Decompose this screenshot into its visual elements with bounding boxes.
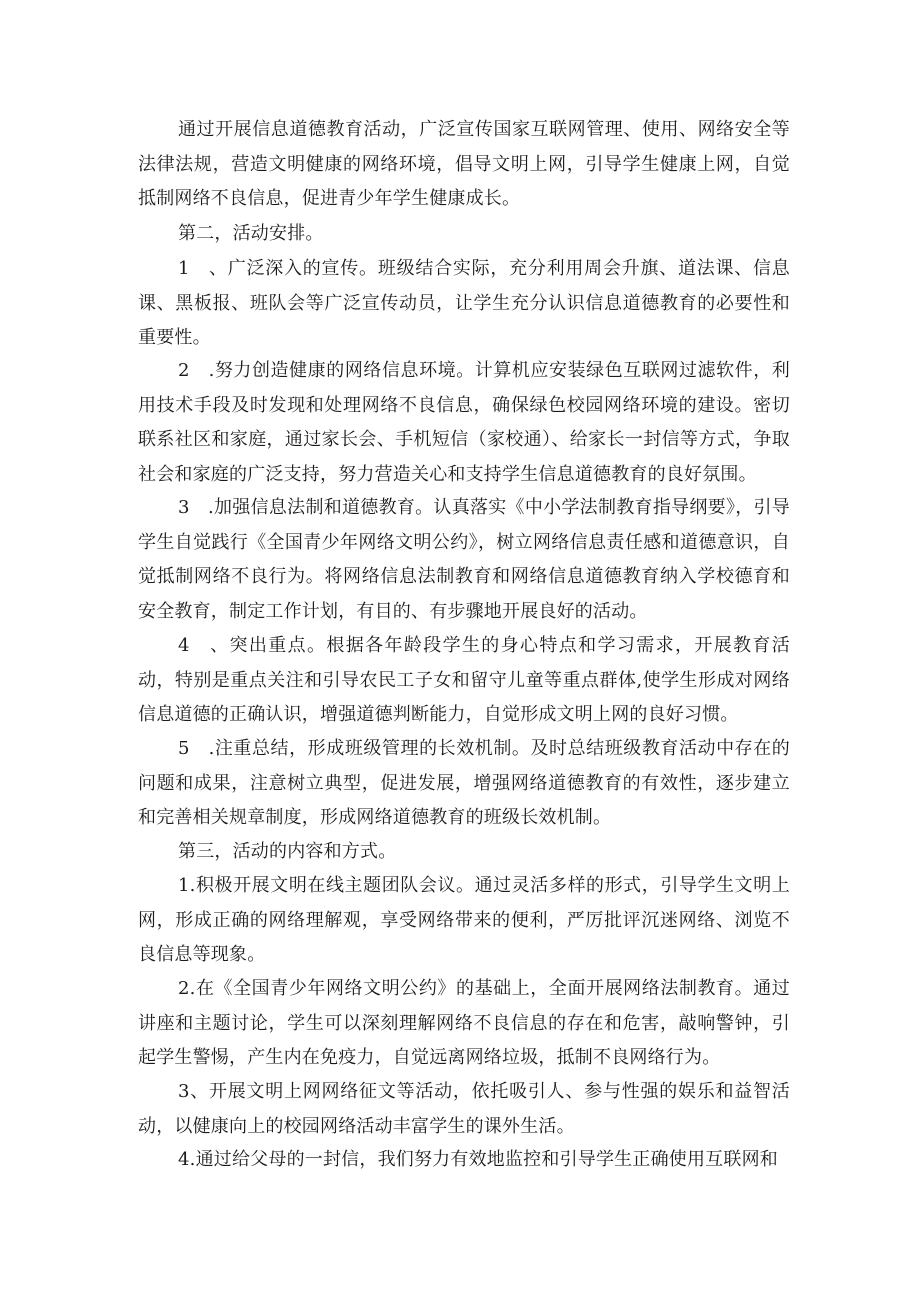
paragraph-arrangement-5: 5 .注重总结，形成班级管理的长效机制。及时总结班级教育活动中存在的问题和成果，注意树立典型，促进发展，增强网络道德教育的有效性，逐步建立和完善相关规章制度，形成网络道德教育的班级长效机制。	[138, 738, 790, 828]
heading-activity-arrangement: 第二，活动安排。	[178, 223, 324, 244]
paragraph-content-4: 4.通过给父母的一封信，我们努力有效地监控和引导学生正确使用互联网和	[178, 1149, 778, 1170]
paragraph-arrangement-1: 1 、广泛深入的宣传。班级结合实际，充分利用周会升旗、道法课、信息课、黑板报、班队会等广泛宣传动员，让学生充分认识信息道德教育的必要性和重要性。	[138, 258, 790, 348]
paragraph-content-3: 3、开展文明上网网络征文等活动，依托吸引人、参与性强的娱乐和益智活动，以健康向上的校园网络活动丰富学生的课外生活。	[138, 1081, 790, 1137]
heading-content-and-methods: 第三，活动的内容和方式。	[178, 841, 397, 862]
paragraph-arrangement-3: 3 .加强信息法制和道德教育。认真落实《中小学法制教育指导纲要》，引导学生自觉践行《全国青少年网络文明公约》，树立网络信息责任感和道德意识，自觉抵制网络不良行为。将网络信息法制教育和网络信息道德教育纳入学校德育和安全教育，制定工作计划，有目的、有步骤地开展良好的活动。	[138, 497, 790, 622]
paragraph-intro: 通过开展信息道德教育活动，广泛宣传国家互联网管理、使用、网络安全等法律法规，营造文明健康的网络环境，倡导文明上网，引导学生健康上网，自觉抵制网络不良信息，促进青少年学生健康成长。	[138, 119, 790, 209]
paragraph-content-1: 1.积极开展文明在线主题团队会议。通过灵活多样的形式，引导学生文明上网，形成正确的网络理解观，享受网络带来的便利，严厉批评沉迷网络、浏览不良信息等现象。	[138, 875, 790, 965]
paragraph-arrangement-2: 2 .努力创造健康的网络信息环境。计算机应安装绿色互联网过滤软件，利用技术手段及时发现和处理网络不良信息，确保绿色校园网络环境的建设。密切联系社区和家庭，通过家长会、手机短信（家校通）、给家长一封信等方式，争取社会和家庭的广泛支持，努力营造关心和支持学生信息道德教育的良好氛围。	[138, 360, 790, 485]
paragraph-arrangement-4: 4 、突出重点。根据各年龄段学生的身心特点和学习需求，开展教育活动，特别是重点关注和引导农民工子女和留守儿童等重点群体,使学生形成对网络信息道德的正确认识，增强道德判断能力，自觉形成文明上网的良好习惯。	[138, 635, 790, 725]
paragraph-content-2: 2.在《全国青少年网络文明公约》的基础上，全面开展网络法制教育。通过讲座和主题讨论，学生可以深刻理解网络不良信息的存在和危害，敲响警钟，引起学生警惕，产生内在免疫力，自觉远离网络垃圾，抵制不良网络行为。	[138, 978, 790, 1068]
